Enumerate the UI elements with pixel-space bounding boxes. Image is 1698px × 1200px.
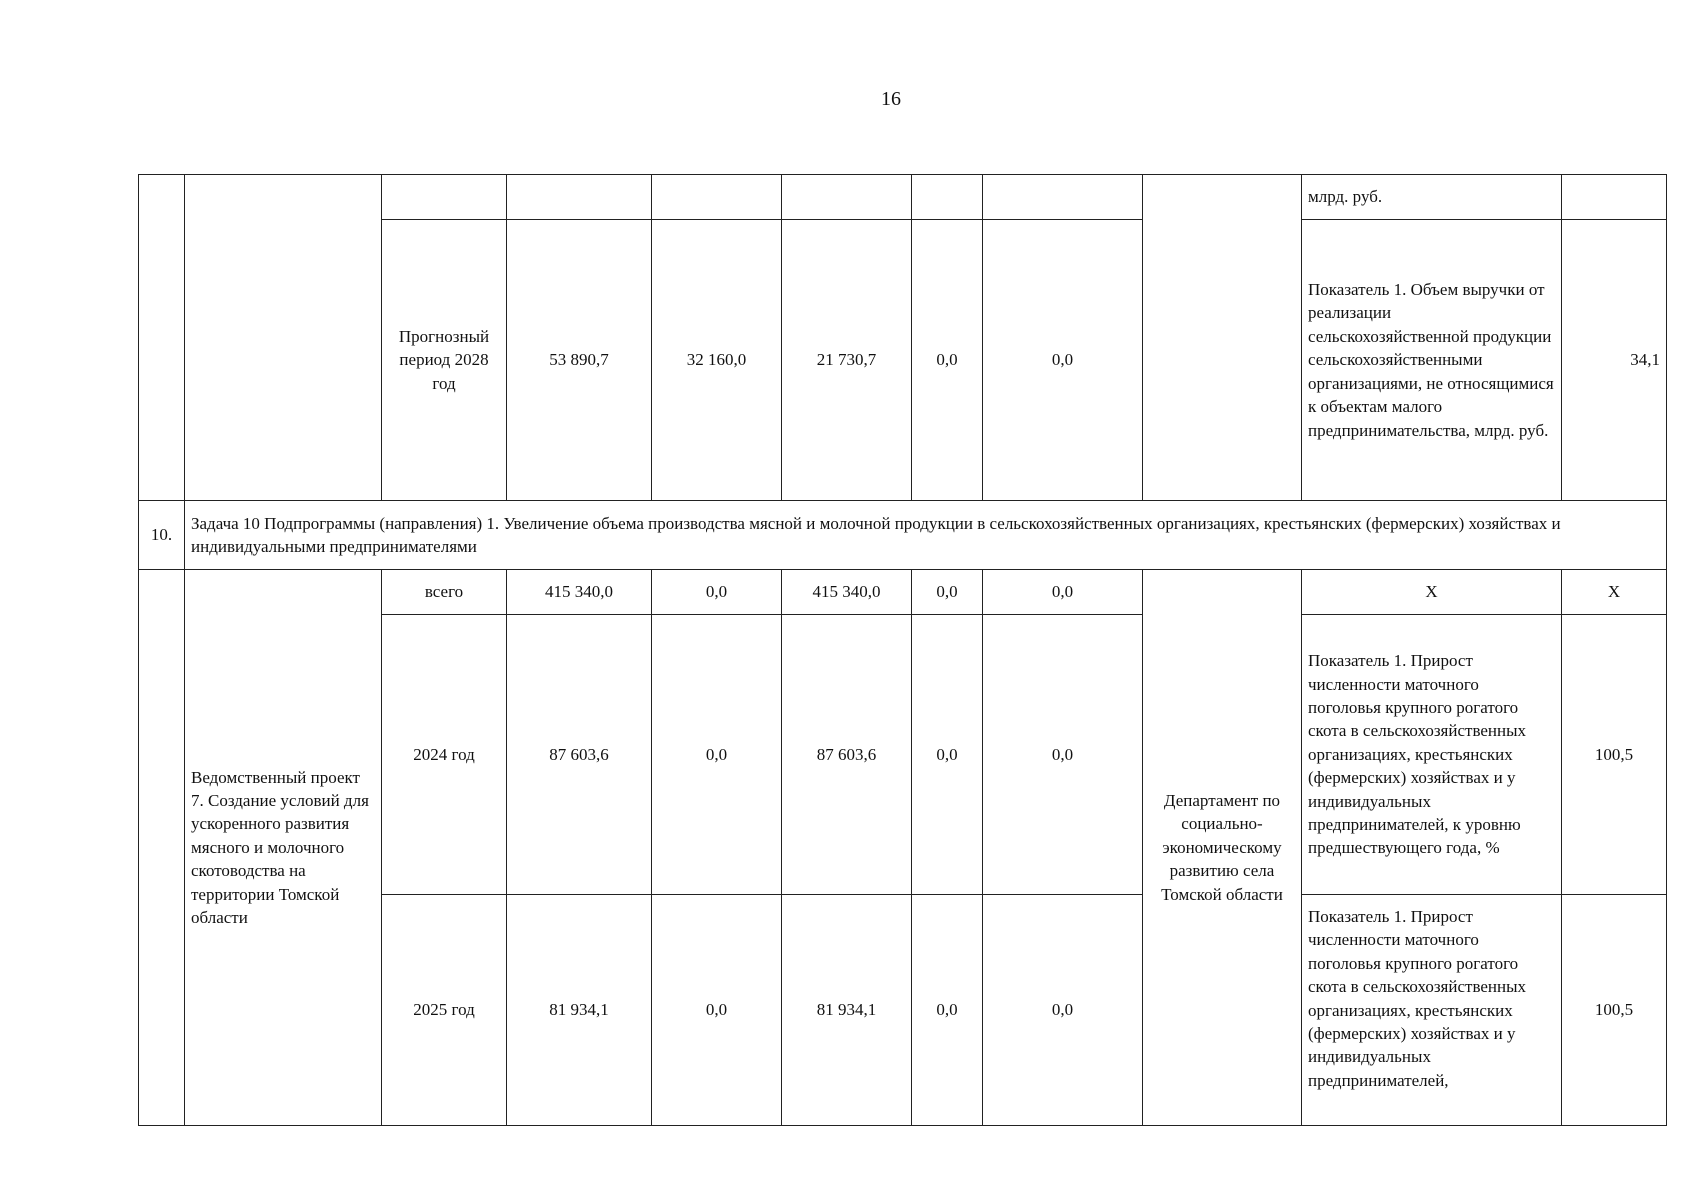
- executor-cell: Департамент по социально-экономическому развитию села Томской области: [1143, 570, 1302, 1126]
- period-cell: 2025 год: [382, 895, 507, 1126]
- total-cell: 87 603,6: [507, 615, 652, 895]
- indicator-name-cell: Показатель 1. Прирост численности маточного поголовья крупного рогатого скота в сельскохозяйственных организациях, крестьянских (фермерских) хозяйствах и у индивидуальных предпринимателей,: [1302, 895, 1562, 1126]
- task-number-cell: 10.: [139, 501, 185, 570]
- extra-budget-cell: 0,0: [983, 220, 1143, 501]
- indicator-value-cell: 100,5: [1562, 895, 1667, 1126]
- project-name-cell: Ведомственный проект 7. Создание условий для ускоренного развития мясного и молочного скотоводства на территории Томской области: [185, 570, 382, 1126]
- indicator-value-cell: [1562, 175, 1667, 220]
- local-cell: 0,0: [912, 895, 983, 1126]
- local-cell: 0,0: [912, 570, 983, 615]
- period-cell: Прогнозный период 2028 год: [382, 220, 507, 501]
- federal-cell: 0,0: [652, 895, 782, 1126]
- event-name-cell: [185, 175, 382, 501]
- total-cell: [507, 175, 652, 220]
- total-cell: 415 340,0: [507, 570, 652, 615]
- total-cell: 81 934,1: [507, 895, 652, 1126]
- page-number: 16: [881, 88, 901, 110]
- extra-budget-cell: 0,0: [983, 570, 1143, 615]
- period-cell: всего: [382, 570, 507, 615]
- budget-table: [138, 174, 1667, 1126]
- federal-cell: 32 160,0: [652, 220, 782, 501]
- extra-budget-cell: [983, 175, 1143, 220]
- regional-cell: 81 934,1: [782, 895, 912, 1126]
- indicator-name-cell: Показатель 1. Прирост численности маточного поголовья крупного рогатого скота в сельскохозяйственных организациях, крестьянских (фермерских) хозяйствах и у индивидуальных предпринимателей, к уровню предшествующего года, %: [1302, 615, 1562, 895]
- extra-budget-cell: 0,0: [983, 895, 1143, 1126]
- regional-cell: [782, 175, 912, 220]
- task-description-cell: Задача 10 Подпрограммы (направления) 1. Увеличение объема производства мясной и молочной продукции в сельскохозяйственных организациях, крестьянских (фермерских) хозяйствах и индивидуальными предпринимателями: [185, 501, 1667, 570]
- row-number-cell: [139, 175, 185, 501]
- local-cell: [912, 175, 983, 220]
- table-row: [139, 175, 1667, 220]
- indicator-name-cell: Х: [1302, 570, 1562, 615]
- federal-cell: 0,0: [652, 570, 782, 615]
- federal-cell: 0,0: [652, 615, 782, 895]
- federal-cell: [652, 175, 782, 220]
- table-row: [139, 570, 1667, 615]
- task-row: [139, 501, 1667, 570]
- total-cell: 53 890,7: [507, 220, 652, 501]
- period-cell: 2024 год: [382, 615, 507, 895]
- regional-cell: 21 730,7: [782, 220, 912, 501]
- indicator-value-cell: 100,5: [1562, 615, 1667, 895]
- extra-budget-cell: 0,0: [983, 615, 1143, 895]
- local-cell: 0,0: [912, 615, 983, 895]
- regional-cell: 415 340,0: [782, 570, 912, 615]
- indicator-name-cell: млрд. руб.: [1302, 175, 1562, 220]
- regional-cell: 87 603,6: [782, 615, 912, 895]
- indicator-value-cell: Х: [1562, 570, 1667, 615]
- indicator-value-cell: 34,1: [1562, 220, 1667, 501]
- period-cell: [382, 175, 507, 220]
- indicator-name-cell: Показатель 1. Объем выручки от реализации сельскохозяйственной продукции сельскохозяйственными организациями, не относящимися к объектам малого предпринимательства, млрд. руб.: [1302, 220, 1562, 501]
- row-number-cell: [139, 570, 185, 1126]
- executor-cell: [1143, 175, 1302, 501]
- local-cell: 0,0: [912, 220, 983, 501]
